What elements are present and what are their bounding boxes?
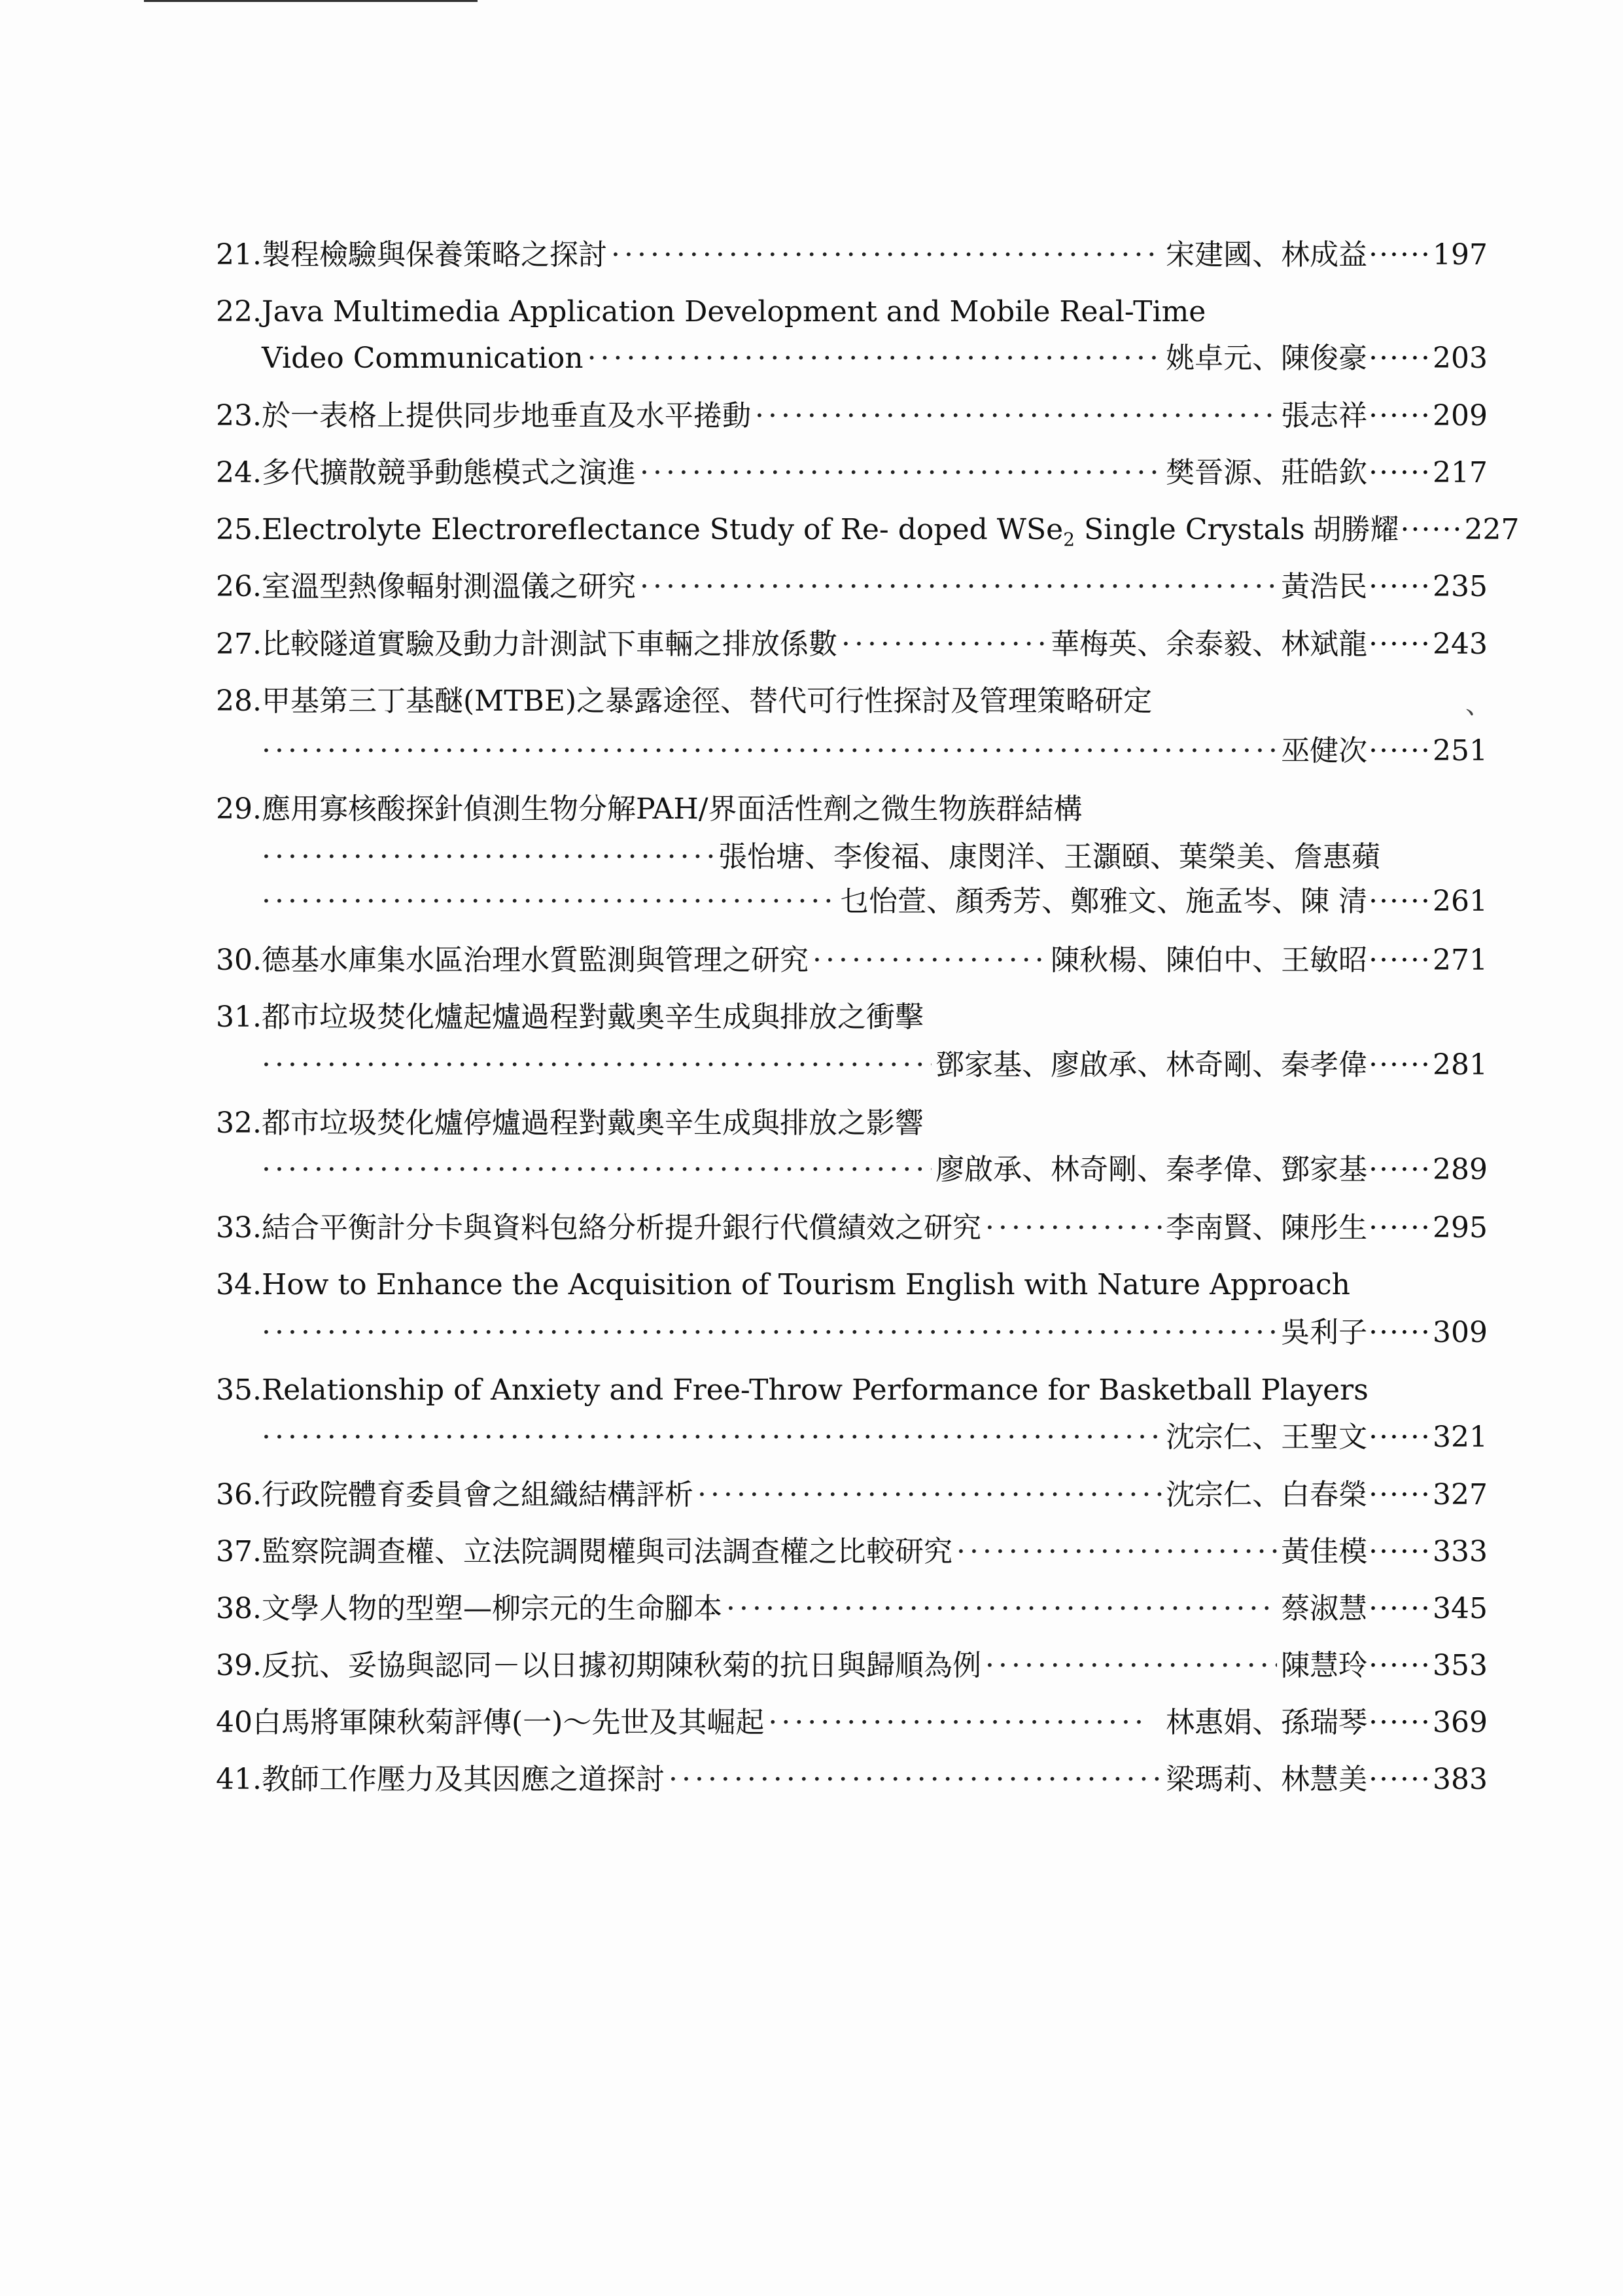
toc-entry-23[interactable]: 23.於一表格上提供同步地垂直及水平捲動 ····· 張志祥 ······ 209 (216, 397, 1478, 436)
entry-title: 應用寡核酸探針偵測生物分解PAH/界面活性劑之微生物族群結構 (261, 792, 1083, 826)
dot-leader (262, 732, 1277, 771)
toc-entry-29[interactable]: 29.應用寡核酸探針偵測生物分解PAH/界面活性劑之微生物族群結構 (216, 792, 1083, 826)
entry-page: 271 (1433, 944, 1488, 977)
entry-title: 監察院調查權、立法院調閱權與司法調查權之比較研究 (261, 1535, 952, 1568)
entry-authors: 胡勝耀 (1312, 513, 1399, 546)
entry-page: 309 (1433, 1316, 1488, 1349)
toc-entry-35[interactable]: 35.Relationship of Anxiety and Free-Throw Performance for Basketball Players (216, 1373, 1369, 1407)
entry-title-cont: Video Communication (262, 342, 584, 375)
entry-page: 383 (1433, 1763, 1488, 1796)
toc-entry-27[interactable]: 27.比較隧道實驗及動力計測試下車輛之排放係數 ····· 華梅英、余泰毅、林斌龍 ······ 243 (216, 625, 1478, 664)
entry-title: 多代擴散競爭動態模式之演進 (261, 456, 636, 489)
entry-title: 都市垃圾焚化爐起爐過程對戴奧辛生成與排放之衝擊 (261, 1000, 924, 1034)
entry-title: 甲基第三丁基醚(MTBE)之暴露途徑、替代可行性探討及管理策略研定 (261, 684, 1153, 718)
stray-mark: 、 (1465, 690, 1492, 720)
entry-authors: 宋建國、林成益 (1166, 238, 1368, 272)
entry-authors: 張志祥 (1281, 399, 1368, 433)
entry-title: 反抗、妥協與認同－以日據初期陳秋菊的抗日與歸順為例 (261, 1649, 981, 1682)
entry-page: 251 (1433, 734, 1488, 768)
toc-entry-30[interactable]: 30.德基水庫集水區治理水質監測與管理之研究 ····· 陳秋楊、陳伯中、王敏昭 ······ 271 (216, 941, 1478, 980)
entry-page: 369 (1433, 1706, 1488, 1739)
entry-page: 327 (1433, 1478, 1488, 1511)
dot-leader (611, 236, 1162, 275)
toc-entry-29-authors-2[interactable]: ····· 乜怡萱、顏秀芳、鄭雅文、施孟岑、陳 清 ······ 261 (262, 882, 1478, 921)
entry-title: 文學人物的型塑—柳宗元的生命腳本 (261, 1592, 722, 1625)
entry-authors: 華梅英、余泰毅、林斌龍 (1051, 627, 1368, 661)
dot-leader (587, 339, 1162, 378)
dot-leader (262, 838, 714, 877)
entry-page: 243 (1433, 627, 1488, 661)
toc-entry-36[interactable]: 36.行政院體育委員會之組織結構評析 ····· 沈宗仁、白春榮 ······ 327 (216, 1475, 1478, 1515)
entry-title: 於一表格上提供同步地垂直及水平捲動 (261, 399, 751, 433)
dot-leader (262, 882, 836, 921)
toc-entry-35-cont[interactable]: ····· 沈宗仁、王聖文 ······ 321 (262, 1418, 1478, 1457)
entry-page: 261 (1433, 885, 1488, 918)
toc-entry-31-cont[interactable]: ····· 鄧家基、廖啟承、林奇剛、秦孝偉 ······ 281 (262, 1046, 1478, 1085)
entry-page: 345 (1433, 1592, 1488, 1625)
entry-title: How to Enhance the Acquisition of Tourism English with Nature Approach (261, 1268, 1350, 1301)
dot-leader (262, 1313, 1277, 1352)
toc-entry-31[interactable]: 31.都市垃圾焚化爐起爐過程對戴奧辛生成與排放之衝擊 (216, 1000, 924, 1034)
entry-page: 209 (1433, 399, 1488, 433)
dot-leader (768, 1703, 1146, 1742)
entry-authors: 乜怡萱、顏秀芳、鄭雅文、施孟岑、陳 清 (840, 885, 1368, 918)
entry-authors: 樊晉源、莊皓欽 (1166, 456, 1368, 489)
entry-authors: 黃浩民 (1281, 570, 1368, 603)
toc-entry-24[interactable]: 24.多代擴散競爭動態模式之演進 ····· 樊晉源、莊皓欽 ······ 217 (216, 453, 1478, 493)
toc-entry-26[interactable]: 26.室溫型熱像輻射測溫儀之研究 ····· 黃浩民 ······ 235 (216, 567, 1478, 607)
entry-authors: 巫健次 (1281, 734, 1368, 768)
entry-page: 353 (1433, 1649, 1488, 1682)
entry-authors: 李南賢、陳彤生 (1166, 1211, 1368, 1245)
toc-entry-32[interactable]: 32.都市垃圾焚化爐停爐過程對戴奧辛生成與排放之影響 (216, 1106, 924, 1140)
entry-title: 室溫型熱像輻射測溫儀之研究 (261, 570, 636, 603)
entry-page: 281 (1433, 1048, 1488, 1082)
entry-page: 203 (1433, 342, 1488, 375)
entry-authors: 陳秋楊、陳伯中、王敏昭 (1051, 944, 1368, 977)
entry-authors: 姚卓元、陳俊豪 (1166, 342, 1368, 375)
entry-authors: 林惠娟、孫瑞琴 (1166, 1706, 1368, 1739)
top-rule (144, 0, 478, 2)
dot-leader (669, 1760, 1162, 1799)
entry-page: 227 (1464, 513, 1520, 546)
toc-entry-34-cont[interactable]: ····· 吳利子 ······ 309 (262, 1313, 1478, 1352)
entry-page: 235 (1433, 570, 1488, 603)
entry-title: Electrolyte Electroreflectance Study of Re- doped WSe (261, 513, 1064, 546)
toc-entry-37[interactable]: 37.監察院調查權、立法院調閱權與司法調查權之比較研究 ····· 黃佳模 ······ 333 (216, 1532, 1478, 1572)
entry-title: 行政院體育委員會之組織結構評析 (261, 1478, 693, 1511)
toc-entry-22[interactable]: 22.Java Multimedia Application Development and Mobile Real-Time (216, 295, 1206, 328)
entry-authors: 鄧家基、廖啟承、林奇剛、秦孝偉 (935, 1048, 1368, 1082)
toc-entry-33[interactable]: 33.結合平衡計分卡與資料包絡分析提升銀行代償績效之研究 ····· 李南賢、陳彤生 ······ 295 (216, 1209, 1478, 1248)
toc-entry-39[interactable]: 39.反抗、妥協與認同－以日據初期陳秋菊的抗日與歸順為例 ····· 陳慧玲 ······ 353 (216, 1646, 1478, 1686)
toc-entry-41[interactable]: 41.教師工作壓力及其因應之道探討 ····· 梁瑪莉、林慧美 ······ 383 (216, 1760, 1478, 1799)
dot-leader (755, 397, 1277, 436)
entry-page: 197 (1433, 238, 1488, 272)
entry-page: 321 (1433, 1421, 1488, 1454)
toc-entry-28-cont[interactable]: ····· 巫健次 ······ 251 (262, 732, 1478, 771)
dot-leader (985, 1646, 1277, 1686)
entry-title: Java Multimedia Application Development and Mobile Real-Time (261, 295, 1206, 328)
dot-leader (262, 1418, 1162, 1457)
entry-page: 289 (1433, 1153, 1488, 1186)
entry-page: 295 (1433, 1211, 1488, 1245)
entry-authors: 張怡塘、李俊福、康閔洋、王灝頤、葉榮美、詹惠蘋 (718, 840, 1380, 874)
entry-authors: 梁瑪莉、林慧美 (1166, 1763, 1368, 1796)
entry-authors: 沈宗仁、白春榮 (1166, 1478, 1368, 1511)
dot-leader (726, 1589, 1277, 1629)
entry-page: 217 (1433, 456, 1488, 489)
entry-authors: 廖啟承、林奇剛、秦孝偉、鄧家基 (935, 1153, 1368, 1186)
entry-authors: 沈宗仁、王聖文 (1166, 1421, 1368, 1454)
toc-entry-28[interactable]: 28.甲基第三丁基醚(MTBE)之暴露途徑、替代可行性探討及管理策略研定 (216, 684, 1153, 718)
entry-title: 教師工作壓力及其因應之道探討 (261, 1763, 665, 1796)
entry-title: 製程檢驗與保養策略之探討 (261, 238, 607, 272)
dot-leader (812, 941, 1047, 980)
entry-authors: 吳利子 (1281, 1316, 1368, 1349)
dot-leader (640, 453, 1162, 493)
toc-entry-40[interactable]: 40白馬將軍陳秋菊評傳(一)～先世及其崛起 ····· 林惠娟、孫瑞琴 ······ 369 (216, 1703, 1478, 1742)
entry-title: 德基水庫集水區治理水質監測與管理之研究 (261, 944, 809, 977)
toc-entry-34[interactable]: 34.How to Enhance the Acquisition of Tourism English with Nature Approach (216, 1268, 1350, 1301)
entry-authors: 黃佳模 (1281, 1535, 1368, 1568)
entry-page: 333 (1433, 1535, 1488, 1568)
toc-entry-22-cont[interactable]: Video Communication ····· 姚卓元、陳俊豪 ······ 203 (262, 339, 1478, 378)
dot-leader (697, 1475, 1162, 1515)
dot-leader (262, 1046, 932, 1085)
entry-authors: 蔡淑慧 (1281, 1592, 1368, 1625)
dot-leader (841, 625, 1047, 664)
entry-title: Relationship of Anxiety and Free-Throw Performance for Basketball Players (261, 1373, 1369, 1407)
dot-leader (262, 1150, 932, 1190)
entry-authors: 陳慧玲 (1281, 1649, 1368, 1682)
toc-entry-29-authors[interactable] (262, 838, 1380, 877)
dot-leader (640, 567, 1277, 607)
entry-title: 都市垃圾焚化爐停爐過程對戴奧辛生成與排放之影響 (261, 1106, 924, 1140)
entry-title: 白馬將軍陳秋菊評傳(一)～先世及其崛起 (253, 1706, 765, 1739)
dot-leader (956, 1532, 1277, 1572)
toc-entry-32-cont[interactable]: ····· 廖啟承、林奇剛、秦孝偉、鄧家基 ······ 289 (262, 1150, 1478, 1190)
toc-entry-38[interactable]: 38.文學人物的型塑—柳宗元的生命腳本 ····· 蔡淑慧 ······ 345 (216, 1589, 1478, 1629)
entry-title: 結合平衡計分卡與資料包絡分析提升銀行代償績效之研究 (261, 1211, 981, 1245)
dot-leader (985, 1209, 1162, 1248)
entry-title: 比較隧道實驗及動力計測試下車輛之排放係數 (261, 627, 837, 661)
toc-entry-21[interactable]: 21.製程檢驗與保養策略之探討 ····· 宋建國、林成益 ······ 197 (216, 236, 1478, 275)
toc-entry-25[interactable]: 25.Electrolyte Electroreflectance Study of Re- doped WSe$_2$ Single Crystals 胡勝耀 ······ 227 (216, 510, 1478, 550)
